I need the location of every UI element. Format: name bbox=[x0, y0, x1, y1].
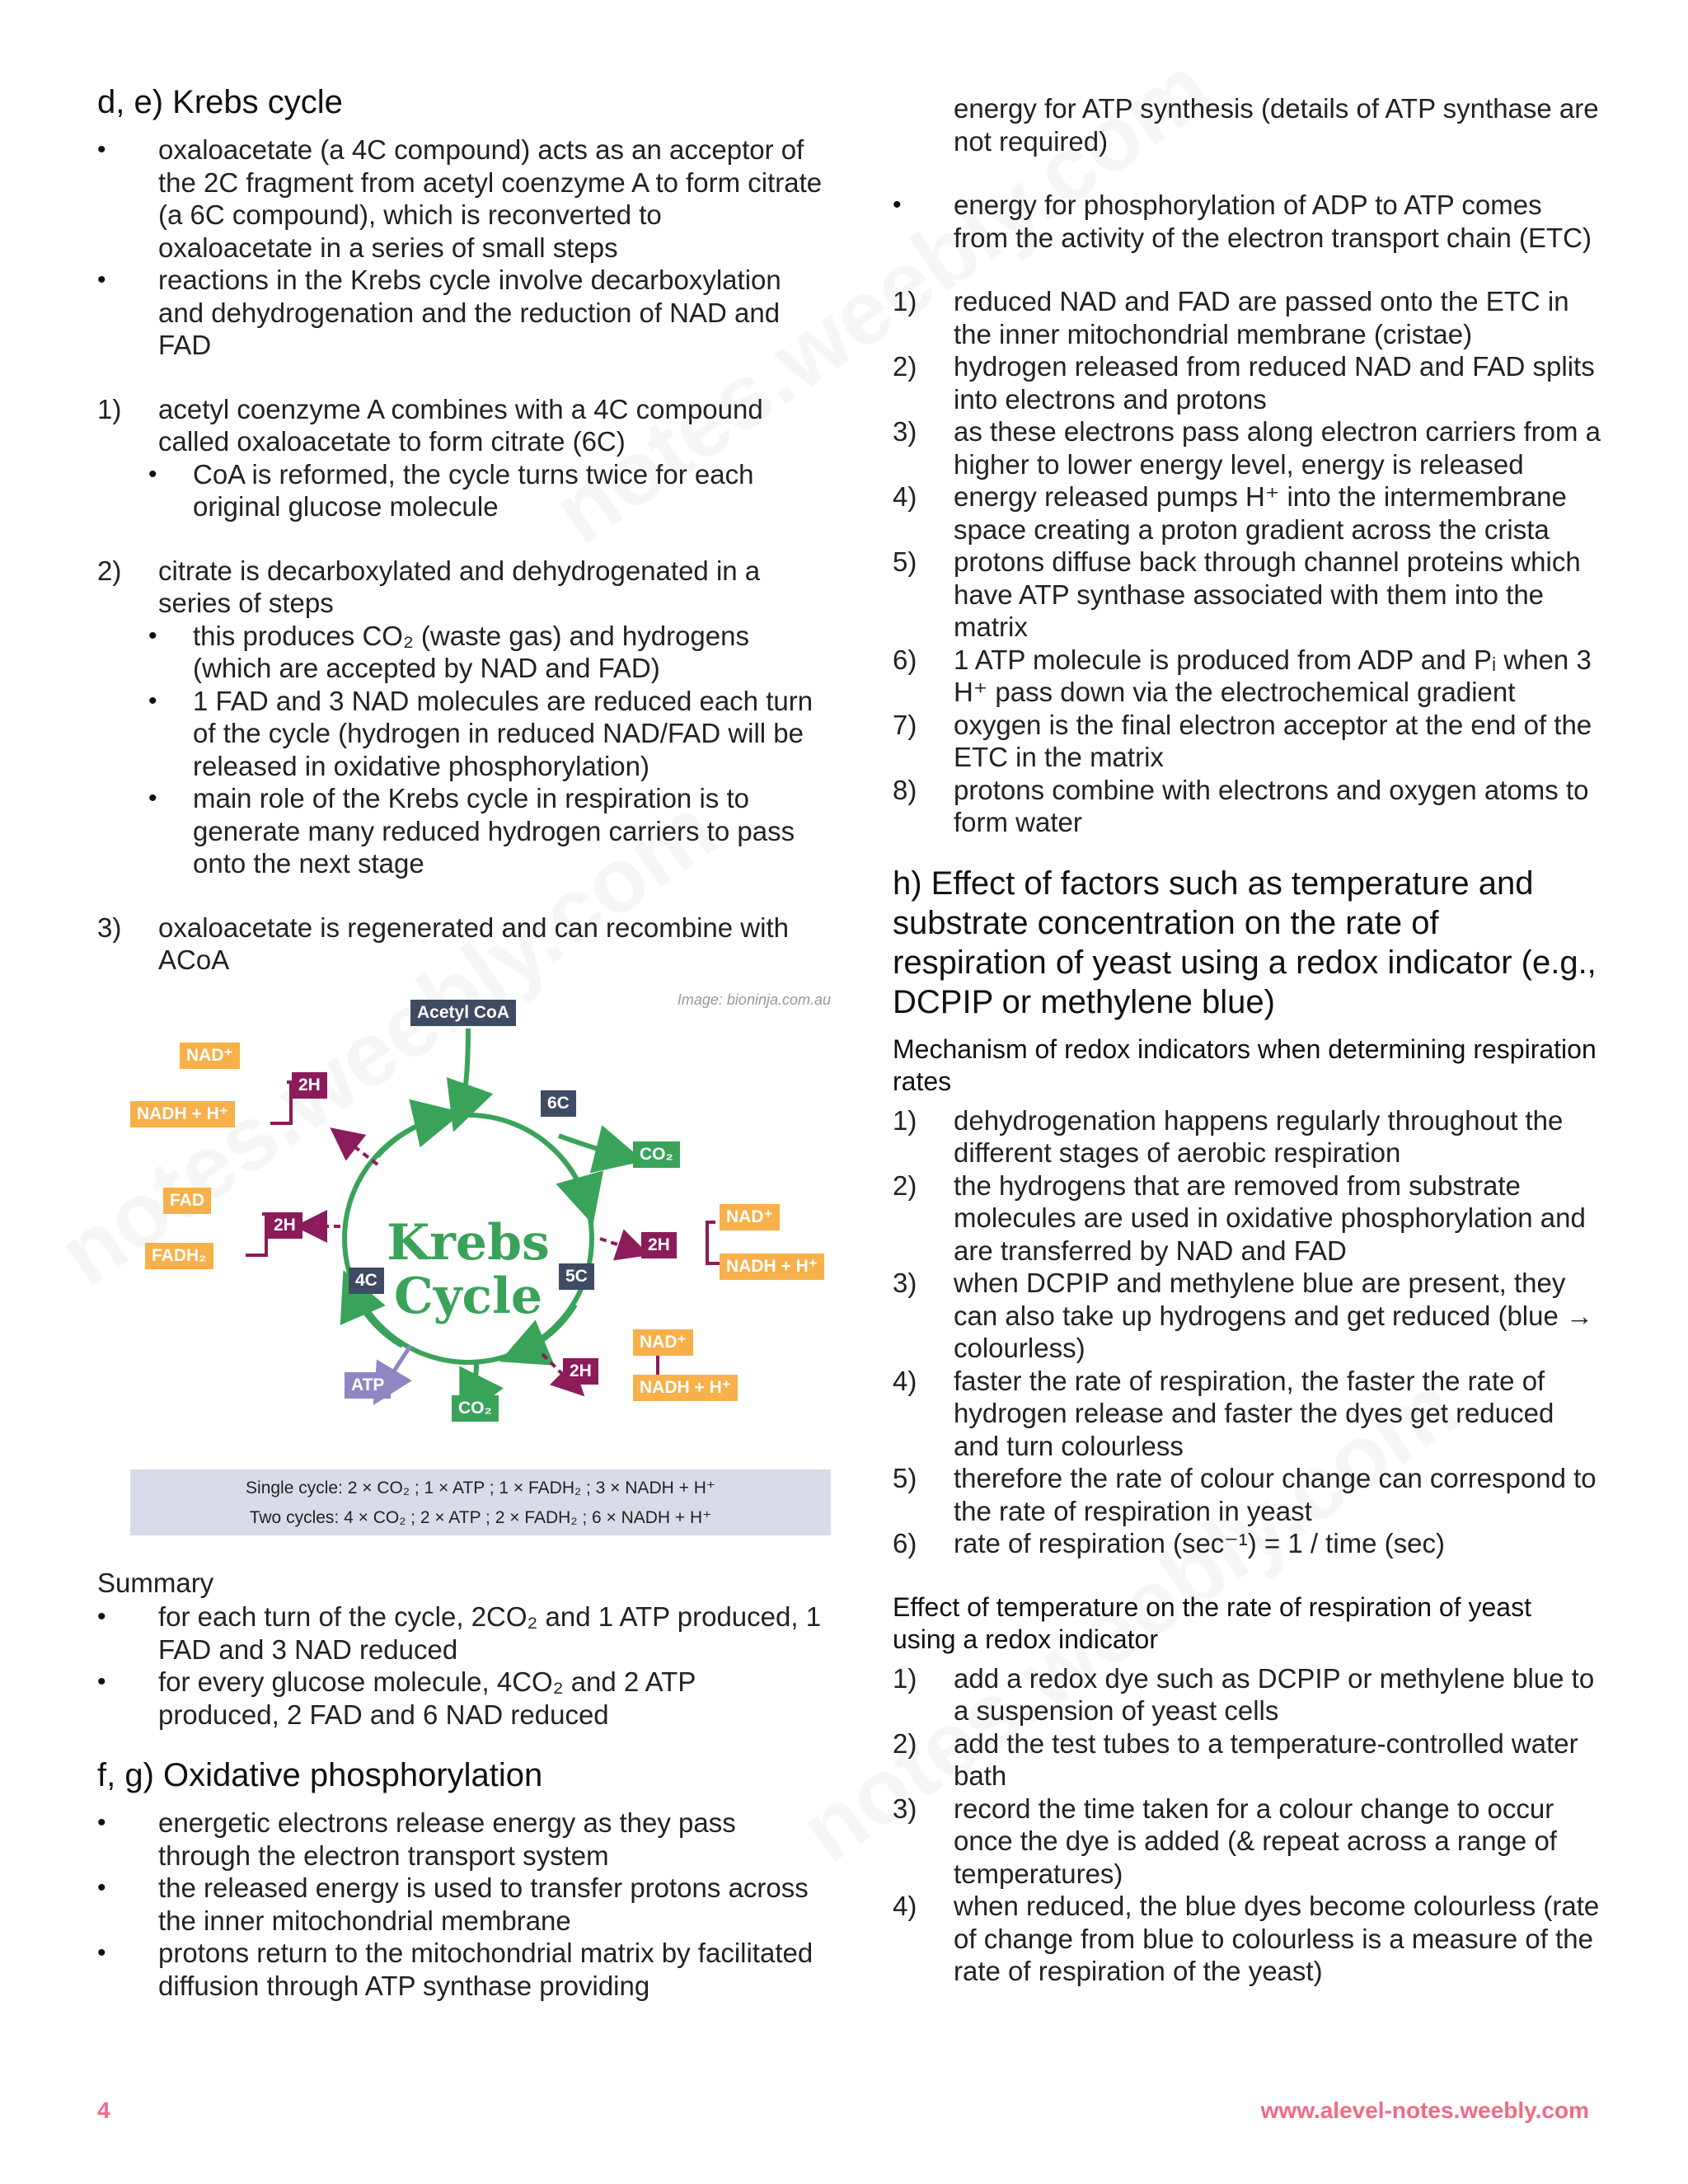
list-item: • main role of the Krebs cycle in respiration is to generate many reduced hydrogen carriers to pass onto the next stage bbox=[148, 782, 823, 880]
list-item bbox=[893, 1662, 1601, 1727]
list-item bbox=[893, 1462, 1601, 1527]
krebs-step-1 bbox=[97, 393, 823, 458]
fadh2-label: FADH₂ bbox=[145, 1243, 213, 1269]
list-item: • oxaloacetate (a 4C compound) acts as an acceptor of the 2C fragment from acetyl coenzyme A to form citrate (a 6C compound), which is reconverted to oxaloacetate in a series of small steps bbox=[97, 134, 823, 264]
step-number: 4) bbox=[893, 1891, 917, 1921]
krebs-intro-list bbox=[97, 134, 823, 362]
step-number: 3) bbox=[97, 912, 122, 943]
step-text: citrate is decarboxylated and dehydrogenated in a series of steps bbox=[158, 555, 761, 618]
step-text: hydrogen released from reduced NAD and FAD splits into electrons and protons bbox=[954, 351, 1595, 415]
step-text: oxygen is the final electron acceptor at the end of the ETC in the matrix bbox=[954, 709, 1592, 772]
step-text: add the test tubes to a temperature-controlled water bath bbox=[954, 1727, 1578, 1791]
step-text: dehydrogenation happens regularly throughout the different stages of aerobic respiration bbox=[954, 1104, 1564, 1168]
step-number: 2) bbox=[893, 351, 917, 382]
step-text: rate of respiration (sec⁻¹) = 1 / time (sec) bbox=[954, 1528, 1446, 1558]
nadh-label: NADH + H⁺ bbox=[130, 1101, 235, 1127]
right-column bbox=[893, 92, 1601, 1988]
step-number: 8) bbox=[893, 774, 917, 805]
fad-label: FAD bbox=[163, 1188, 211, 1214]
step-text: protons diffuse back through channel proteins which have ATP synthase associated with them into the matrix bbox=[954, 546, 1581, 642]
step-text: 1 ATP molecule is produced from ADP and Pᵢ when 3 H⁺ pass down via the electrochemical gradient bbox=[954, 644, 1592, 707]
co2-label: CO₂ bbox=[452, 1395, 499, 1422]
step-number: 5) bbox=[893, 546, 917, 577]
2h-label: 2H bbox=[563, 1358, 598, 1385]
single-cycle-yield: Single cycle: 2 × CO₂ ; 1 × ATP ; 1 × FADH₂ ; 3 × NADH + H⁺ bbox=[246, 1478, 715, 1497]
step-number: 2) bbox=[97, 555, 122, 586]
step-number: 6) bbox=[893, 1528, 917, 1558]
list-item: • this produces CO₂ (waste gas) and hydrogens (which are accepted by NAD and FAD) bbox=[148, 620, 823, 685]
krebs-cycle-diagram bbox=[130, 991, 839, 1552]
step-number: 3) bbox=[893, 1268, 917, 1298]
step-text: add a redox dye such as DCPIP or methylene blue to a suspension of yeast cells bbox=[954, 1662, 1595, 1726]
nad-label: NAD⁺ bbox=[720, 1204, 780, 1230]
list-item: • the released energy is used to transfer protons across the inner mitochondrial membrane bbox=[97, 1872, 823, 1937]
step-number: 4) bbox=[893, 1365, 917, 1396]
list-item bbox=[893, 1890, 1601, 1988]
list-item bbox=[893, 546, 1601, 644]
step-number: 1) bbox=[97, 393, 122, 424]
list-item bbox=[893, 1267, 1601, 1365]
step-number: 4) bbox=[893, 481, 917, 512]
krebs-heading: d, e) Krebs cycle bbox=[97, 84, 343, 120]
krebs-steps bbox=[97, 555, 823, 620]
step-text: reduced NAD and FAD are passed onto the ETC in the inner mitochondrial membrane (cristae) bbox=[954, 286, 1569, 349]
etc-intro-list bbox=[893, 189, 1601, 254]
step-text: acetyl coenzyme A combines with a 4C compound called oxaloacetate to form citrate (6C) bbox=[158, 393, 763, 457]
cycle-yield-box bbox=[130, 1469, 831, 1535]
step-number: 5) bbox=[893, 1463, 917, 1493]
step-text: energy released pumps H⁺ into the intermembrane space creating a proton gradient across the crista bbox=[954, 481, 1567, 545]
list-item bbox=[893, 415, 1601, 480]
step-number: 2) bbox=[893, 1169, 917, 1201]
page-number: 4 bbox=[97, 2097, 110, 2123]
list-item bbox=[893, 644, 1601, 709]
step-text: therefore the rate of colour change can correspond to the rate of respiration in yeast bbox=[954, 1463, 1597, 1526]
oxidative-list bbox=[97, 1807, 823, 2002]
left-column bbox=[97, 82, 831, 2002]
step-number: 6) bbox=[893, 644, 917, 675]
summary-heading: Summary bbox=[97, 1567, 214, 1598]
krebs-steps bbox=[97, 912, 823, 977]
krebs-steps bbox=[97, 393, 823, 458]
list-item bbox=[893, 709, 1601, 774]
step-text: when DCPIP and methylene blue are present, they can also take up hydrogens and get reduced (blue → colourless) bbox=[954, 1268, 1594, 1363]
2h-label: 2H bbox=[292, 1072, 327, 1099]
redox-heading: h) Effect of factors such as temperature and substrate concentration on the rate of respiration of yeast using a redox indicator (e.g., DCPIP or methylene blue) bbox=[893, 865, 1597, 1020]
list-item bbox=[893, 1169, 1601, 1268]
step-number: 1) bbox=[893, 1662, 917, 1694]
step-text: faster the rate of respiration, the faster the rate of hydrogen release and faster the dyes get reduced and turn colourless bbox=[954, 1365, 1554, 1461]
nad-label: NAD⁺ bbox=[633, 1329, 693, 1356]
list-item bbox=[893, 350, 1601, 415]
step-number: 3) bbox=[893, 416, 917, 447]
krebs-step-3 bbox=[97, 912, 823, 977]
list-item: • CoA is reformed, the cycle turns twice for each original glucose molecule bbox=[148, 458, 823, 523]
step-number: 7) bbox=[893, 709, 917, 740]
list-item: • energetic electrons release energy as they pass through the electron transport system bbox=[97, 1807, 823, 1872]
mechanism-steps bbox=[893, 1104, 1601, 1560]
step-number: 2) bbox=[893, 1727, 917, 1759]
step-text: when reduced, the blue dyes become colourless (rate of change from blue to colourless is a measure of the rate of respiration of the yeast) bbox=[954, 1891, 1600, 1986]
acetyl-coa-label: Acetyl CoA bbox=[410, 1000, 516, 1026]
step-text: record the time taken for a colour change to occur once the dye is added (& repeat across a range of temperatures) bbox=[954, 1793, 1557, 1889]
image-credit: Image: bioninja.com.au bbox=[677, 991, 831, 1008]
atp-label: ATP bbox=[345, 1372, 391, 1399]
step-text: oxaloacetate is regenerated and can recombine with ACoA bbox=[158, 912, 789, 975]
list-item bbox=[893, 1727, 1601, 1793]
step-number: 3) bbox=[893, 1793, 917, 1824]
step2-sublist bbox=[148, 620, 823, 880]
footer-link[interactable]: www.alevel-notes.weebly.com bbox=[1260, 2097, 1589, 2123]
two-cycles-yield: Two cycles: 4 × CO₂ ; 2 × ATP ; 2 × FADH₂ ; 6 × NADH + H⁺ bbox=[249, 1507, 712, 1527]
2h-label: 2H bbox=[267, 1212, 302, 1239]
list-item: • reactions in the Krebs cycle involve decarboxylation and dehydrogenation and the reduction of NAD and FAD bbox=[97, 264, 823, 362]
temperature-subheading: Effect of temperature on the rate of respiration of yeast using a redox indicator bbox=[893, 1591, 1531, 1654]
c6-label: 6C bbox=[541, 1090, 576, 1117]
list-item bbox=[893, 774, 1601, 839]
list-item bbox=[893, 1793, 1601, 1891]
list-item: • for every glucose molecule, 4CO₂ and 2 ATP produced, 2 FAD and 6 NAD reduced bbox=[97, 1666, 823, 1731]
mechanism-subheading: Mechanism of redox indicators when determining respiration rates bbox=[893, 1033, 1597, 1096]
krebs-word: Krebs bbox=[387, 1213, 550, 1272]
step-text: the hydrogens that are removed from substrate molecules are used in oxidative phosphorylation and are transferred by NAD and FAD bbox=[954, 1169, 1586, 1266]
list-item bbox=[893, 1365, 1601, 1463]
list-item bbox=[893, 1527, 1601, 1560]
co2-label: CO₂ bbox=[633, 1141, 680, 1168]
cycle-word: Cycle bbox=[393, 1267, 543, 1325]
list-item: • protons return to the mitochondrial matrix by facilitated diffusion through ATP synthase providing bbox=[97, 1937, 823, 2002]
nadh-label: NADH + H⁺ bbox=[633, 1375, 738, 1401]
step-number: 1) bbox=[893, 286, 917, 316]
c4-label: 4C bbox=[349, 1268, 384, 1294]
list-item bbox=[893, 285, 1601, 350]
list-item: • 1 FAD and 3 NAD molecules are reduced each turn of the cycle (hydrogen in reduced NAD/FAD will be released in oxidative phosphorylation) bbox=[148, 685, 823, 783]
2h-label: 2H bbox=[641, 1232, 677, 1258]
nad-label: NAD⁺ bbox=[180, 1043, 240, 1069]
krebs-step-2 bbox=[97, 555, 823, 620]
etc-steps bbox=[893, 285, 1601, 839]
list-item bbox=[893, 480, 1601, 546]
summary-list bbox=[97, 1601, 823, 1731]
step-number: 1) bbox=[893, 1104, 917, 1136]
list-item: • for each turn of the cycle, 2CO₂ and 1 ATP produced, 1 FAD and 3 NAD reduced bbox=[97, 1601, 823, 1666]
list-item: • energy for phosphorylation of ADP to ATP comes from the activity of the electron transport chain (ETC) bbox=[893, 189, 1601, 254]
continued-text: energy for ATP synthesis (details of ATP synthase are not required) bbox=[954, 93, 1599, 157]
list-item bbox=[893, 1104, 1601, 1169]
nadh-label: NADH + H⁺ bbox=[720, 1254, 824, 1280]
temperature-steps bbox=[893, 1662, 1601, 1988]
step-text: as these electrons pass along electron carriers from a higher to lower energy level, energy is released bbox=[954, 416, 1601, 480]
c5-label: 5C bbox=[559, 1263, 594, 1290]
step-text: protons combine with electrons and oxygen atoms to form water bbox=[954, 774, 1589, 837]
oxidative-phosphorylation-heading: f, g) Oxidative phosphorylation bbox=[97, 1757, 543, 1793]
step1-sublist bbox=[148, 458, 823, 523]
